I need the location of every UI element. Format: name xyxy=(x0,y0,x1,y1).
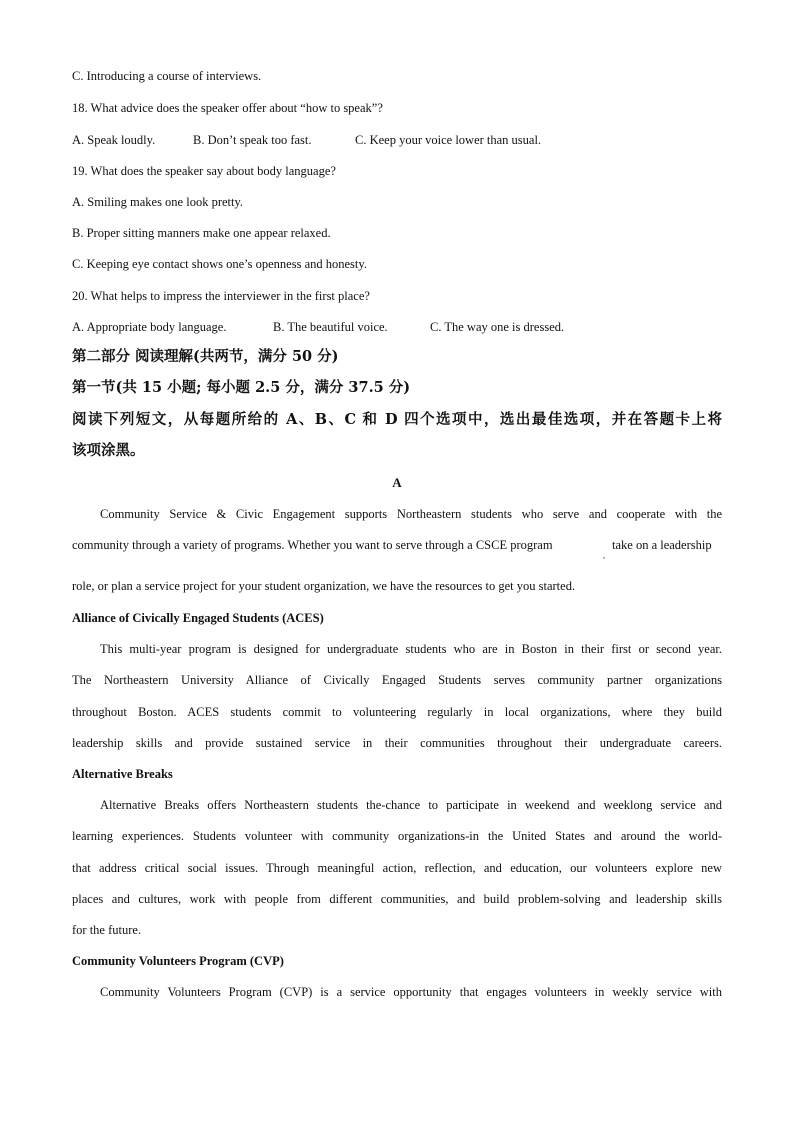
breaks-line: learning experiences. Students volunteer with community organizations-in the United States and around the world- xyxy=(72,829,722,843)
q17-option-c: C. Introducing a course of interviews. xyxy=(72,69,262,83)
breaks-line: for the future. xyxy=(72,923,142,937)
aces-line: The Northeastern University Alliance of Civically Engaged Students serves community partner organizations xyxy=(72,673,722,687)
instruction-line-2: 该项涂黑。 xyxy=(72,442,145,459)
q19-option-a: A. Smiling makes one look pretty. xyxy=(72,195,244,209)
section-title: 第一节(共 15 小题; 每小题 2.5 分，满分 37.5 分) xyxy=(72,379,411,396)
breaks-line: Alternative Breaks offers Northeastern students the-chance to participate in weekend and weeklong service and xyxy=(100,798,722,812)
part-title: 第二部分 阅读理解(共两节，满分 50 分) xyxy=(72,348,339,365)
q18-option-c: C. Keep your voice lower than usual. xyxy=(355,133,542,147)
q20-option-a: A. Appropriate body language. xyxy=(72,320,227,334)
q18-option-a: A. Speak loudly. xyxy=(72,133,156,147)
aces-line: leadership skills and provide sustained service in their communities throughout their undergraduate careers. xyxy=(72,736,722,750)
instruction-line-1: 阅读下列短文，从每题所给的 A、B、C 和 D 四个选项中，选出最佳选项，并在答题卡上将 xyxy=(72,411,722,428)
q19-option-c: C. Keeping eye contact shows one’s openness and honesty. xyxy=(72,257,367,271)
intro-line-2-end: take on a leadership xyxy=(612,538,712,552)
passage-label: A xyxy=(392,475,402,490)
breaks-line: that address critical social issues. Through meaningful action, reflection, and education, our volunteers explore new xyxy=(72,861,722,875)
cvp-heading: Community Volunteers Program (CVP) xyxy=(72,954,284,968)
q20-option-b: B. The beautiful voice. xyxy=(273,320,388,334)
q20-question: 20. What helps to impress the interviewer in the first place? xyxy=(72,289,370,303)
breaks-heading: Alternative Breaks xyxy=(72,767,173,781)
intro-line-2: community through a variety of programs. Whether you want to serve through a CSCE program xyxy=(72,538,553,552)
intro-line-3: role, or plan a service project for your student organization, we have the resources to get you started. xyxy=(72,579,576,593)
intro-mark: , xyxy=(603,551,605,560)
aces-heading: Alliance of Civically Engaged Students (ACES) xyxy=(72,611,324,625)
aces-line: throughout Boston. ACES students commit to volunteering regularly in local organizations, where they build xyxy=(72,705,722,719)
q20-option-c: C. The way one is dressed. xyxy=(430,320,565,334)
q19-option-b: B. Proper sitting manners make one appear relaxed. xyxy=(72,226,331,240)
q18-option-b: B. Don’t speak too fast. xyxy=(193,133,312,147)
cvp-line-1: Community Volunteers Program (CVP) is a service opportunity that engages volunteers in weekly service with xyxy=(100,985,722,999)
q18-question: 18. What advice does the speaker offer about “how to speak”? xyxy=(72,101,383,115)
q19-question: 19. What does the speaker say about body language? xyxy=(72,164,336,178)
aces-line: This multi-year program is designed for undergraduate students who are in Boston in their first or second year. xyxy=(100,642,722,656)
breaks-line: places and cultures, work with people from different communities, and build problem-solving and leadership skills xyxy=(72,892,722,906)
intro-line-1: Community Service & Civic Engagement supports Northeastern students who serve and cooperate with the xyxy=(100,507,722,521)
